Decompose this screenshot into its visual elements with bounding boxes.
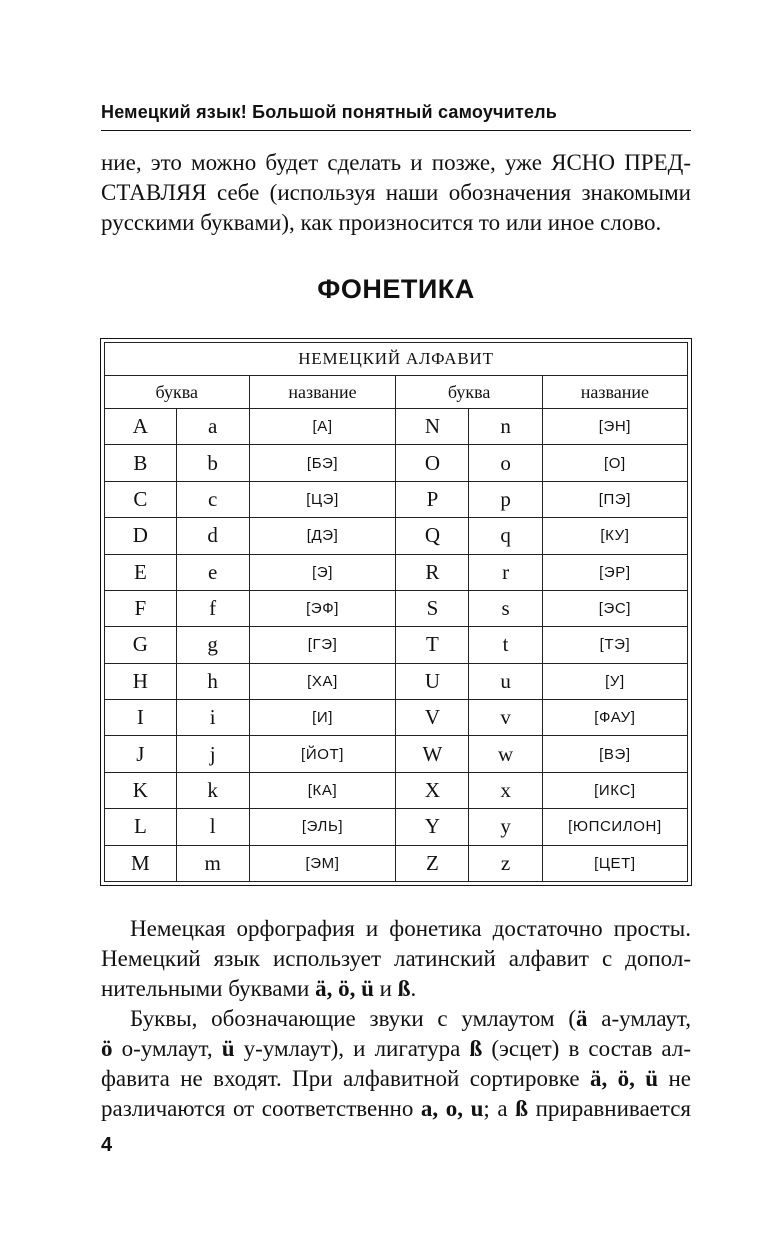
letter-upper: F [105,590,177,626]
letter-upper: P [396,481,469,517]
letter-name: [ИКС] [542,772,687,808]
letter-upper: Z [396,845,469,882]
bold-eszett: ß [397,976,411,1001]
letter-lower: t [469,627,542,663]
letter-name: [О] [542,445,687,481]
letter-lower: y [469,809,542,845]
letter-upper: C [105,481,177,517]
paragraph-2-line-3 [101,1064,691,1094]
text-span: фавита не входят. При алфавитной сортировке [101,1066,591,1091]
letter-upper: I [105,700,177,736]
letter-lower: v [469,700,542,736]
bold-a-umlaut: ä [576,1006,588,1031]
text-span: и [373,976,398,1001]
paragraph-2-line-2 [101,1034,691,1064]
paragraph-2-line-4 [101,1094,691,1124]
bold-eszett: ß [515,1096,528,1121]
letter-name: [ЮПСИЛОН] [542,809,687,845]
text-span: ; а [483,1096,516,1121]
letter-name: [ПЭ] [542,481,687,517]
letter-name: [ДЭ] [249,518,396,554]
header-name-left: название [249,376,396,409]
letter-name: [А] [249,409,396,445]
table-header-row [105,376,688,409]
text-span: (эсцет) в состав ал- [482,1036,691,1061]
bold-u-umlaut: ü [221,1036,235,1061]
table-row [105,481,688,517]
letter-lower: x [469,772,542,808]
text-span: приравнивается [528,1096,691,1121]
letter-lower: b [176,445,249,481]
header-name-right: название [542,376,687,409]
letter-upper: J [105,736,177,772]
table-row [105,809,688,845]
letter-lower: d [176,518,249,554]
text-span: о-умлаут, [112,1036,222,1061]
letter-upper: X [396,772,469,808]
letter-lower: k [176,772,249,808]
text-span: . [410,976,417,1001]
letter-upper: N [396,409,469,445]
letter-lower: r [469,554,542,590]
letter-lower: g [176,627,249,663]
letter-upper: S [396,590,469,626]
letter-name: [КА] [249,772,396,808]
letter-upper: U [396,663,469,699]
bold-o-umlaut: ö [101,1036,113,1061]
letter-name: [ЭР] [542,554,687,590]
letter-upper: E [105,554,177,590]
letter-name: [КУ] [542,518,687,554]
paragraph-1-line-2: Немецкий язык использует латинский алфавит с допол- [101,946,691,971]
letter-name: [И] [249,700,396,736]
text-span: а-умлаут, [587,1006,691,1031]
letter-name: [У] [542,663,687,699]
letter-lower: q [469,518,542,554]
header-letter-left: буква [105,376,250,409]
letter-lower: o [469,445,542,481]
table-row [105,627,688,663]
letter-lower: a [176,409,249,445]
letter-name: [ЦЕТ] [542,845,687,882]
letter-upper: T [396,627,469,663]
text-span: не [658,1066,691,1091]
bold-umlauts: ä, ö, ü [590,1066,659,1091]
table-row [105,590,688,626]
letter-upper: B [105,445,177,481]
letter-upper: A [105,409,177,445]
letter-upper: W [396,736,469,772]
letter-lower: u [469,663,542,699]
letter-lower: e [176,554,249,590]
letter-upper: Q [396,518,469,554]
letter-name: [ЦЭ] [249,481,396,517]
letter-name: [Э] [249,554,396,590]
bold-eszett: ß [469,1036,483,1061]
letter-upper: O [396,445,469,481]
letter-lower: w [469,736,542,772]
intro-paragraph [101,148,691,238]
intro-line-1: ние, это можно будет сделать и позже, уже ЯСНО ПРЕД- [101,150,691,175]
letter-lower: j [176,736,249,772]
table-title: НЕМЕЦКИЙ АЛФАВИТ [105,343,688,376]
bold-umlauts: ä, ö, ü [315,976,374,1001]
letter-name: [ХА] [249,663,396,699]
running-head: Немецкий язык! Большой понятный самоучитель [101,102,691,131]
letter-lower: i [176,700,249,736]
intro-line-2: СТАВЛЯЯ себе (используя наши обозначения знакомыми [101,180,691,205]
alphabet-table-frame [100,338,692,886]
alphabet-table [104,342,688,882]
letter-upper: R [396,554,469,590]
letter-lower: f [176,590,249,626]
letter-lower: z [469,845,542,882]
text-span: нительными буквами [101,976,316,1001]
intro-line-3: русскими буквами), как произносится то или иное слово. [101,210,662,235]
page-number: 4 [101,1134,113,1156]
letter-name: [ГЭ] [249,627,396,663]
letter-name: [БЭ] [249,445,396,481]
body-text [101,914,691,1124]
letter-name: [ЭН] [542,409,687,445]
table-row [105,736,688,772]
table-row [105,663,688,699]
letter-name: [ЭФ] [249,590,396,626]
letter-lower: p [469,481,542,517]
letter-lower: s [469,590,542,626]
letter-upper: G [105,627,177,663]
letter-name: [ФАУ] [542,700,687,736]
letter-lower: l [176,809,249,845]
table-title-row [105,343,688,376]
letter-lower: h [176,663,249,699]
table-row [105,845,688,882]
text-span: различаются от соответственно [101,1096,421,1121]
paragraph-1-line-3 [101,974,691,1004]
letter-name: [ТЭ] [542,627,687,663]
letter-lower: c [176,481,249,517]
text-span: Буквы, обозначающие звуки с умлаутом ( [130,1006,576,1031]
table-row [105,445,688,481]
letter-upper: Y [396,809,469,845]
bold-vowels: a, o, u [420,1096,484,1121]
table-row [105,518,688,554]
table-row [105,554,688,590]
table-row [105,409,688,445]
letter-lower: n [469,409,542,445]
paragraph-2-line-1 [101,1004,691,1034]
letter-name: [ЭС] [542,590,687,626]
table-row [105,772,688,808]
letter-upper: V [396,700,469,736]
letter-upper: D [105,518,177,554]
letter-upper: K [105,772,177,808]
text-span: у-умлаут), и лигатура [234,1036,470,1061]
letter-upper: L [105,809,177,845]
letter-upper: H [105,663,177,699]
section-title: ФОНЕТИКА [317,274,475,304]
letter-name: [ЙОТ] [249,736,396,772]
letter-upper: M [105,845,177,882]
letter-name: [ВЭ] [542,736,687,772]
paragraph-1-line-1: Немецкая орфография и фонетика достаточно просты. [130,916,691,941]
letter-lower: m [176,845,249,882]
letter-name: [ЭМ] [249,845,396,882]
table-row [105,700,688,736]
letter-name: [ЭЛЬ] [249,809,396,845]
header-letter-right: буква [396,376,542,409]
